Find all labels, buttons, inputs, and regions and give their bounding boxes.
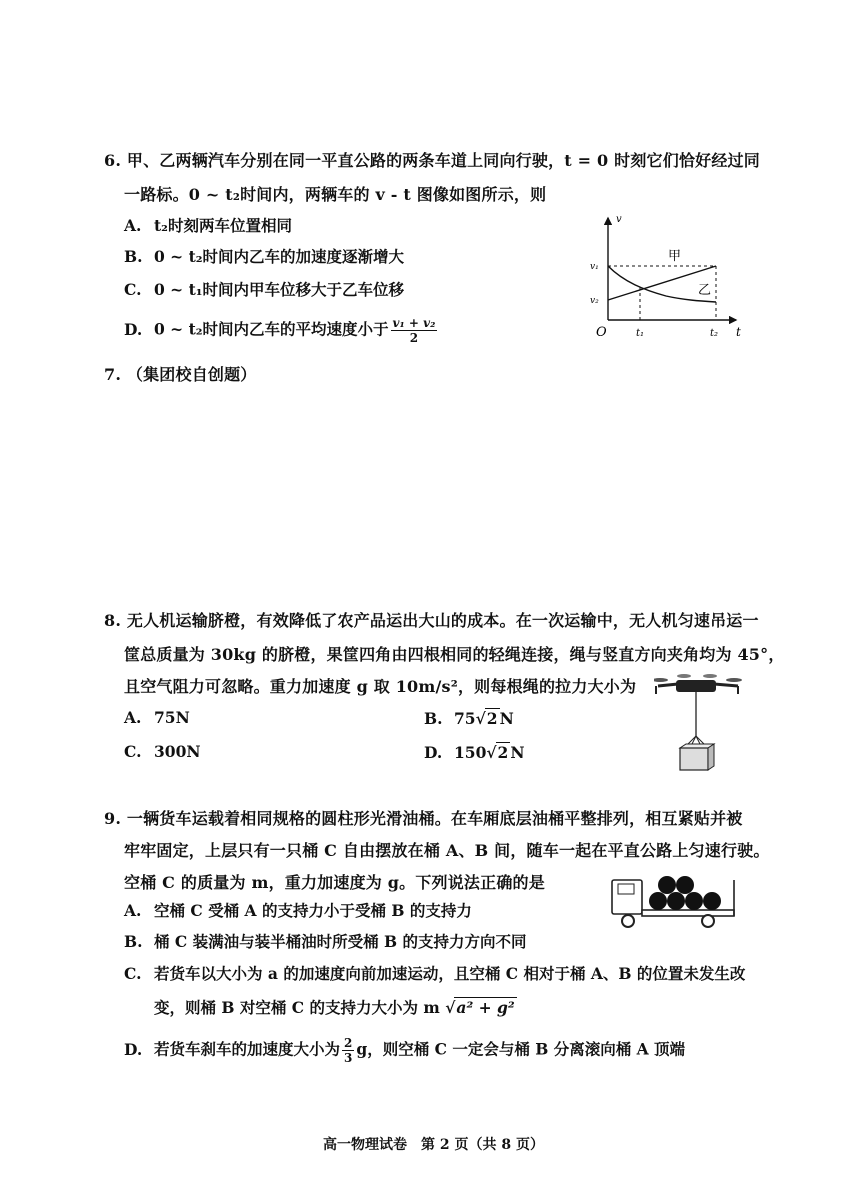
vt-graph xyxy=(588,212,748,342)
v1-label: v₁ xyxy=(590,262,599,272)
q9-stem-line2: 牢牢固定，上层只有一只桶 C 自由摆放在桶 A、B 间，随车一起在平直公路上匀速行驶。 xyxy=(124,841,770,860)
q8-option-b: B. 75√2 N xyxy=(424,709,514,728)
q6-option-a: A. t₂时刻两车位置相同 xyxy=(124,216,292,235)
v-axis-label: v xyxy=(616,214,622,225)
q6-option-d: D. 0 ~ t₂时间内乙车的平均速度小于 $\frac{\text{v₁ + v₂}}{2}$ xyxy=(124,316,436,345)
q9-line1 xyxy=(104,806,743,829)
q8-stem-line2: 筐总质量为 30kg 的脐橙，果筐四角由四根相同的轻绳连接，绳与竖直方向夹角均为 45°， xyxy=(124,645,785,664)
q6-stem-line2: 一路标。0 ~ t₂时间内，两辆车的 v - t 图像如图所示，则 xyxy=(124,185,547,204)
q9-option-a: A. 空桶 C 受桶 A 的支持力小于受桶 B 的支持力 xyxy=(124,901,472,920)
basket xyxy=(680,748,708,770)
barrel-a xyxy=(667,892,685,910)
v2-label: v₂ xyxy=(590,296,599,306)
fraction: $\frac{\text{v₁ + v₂}}{2}$ xyxy=(392,316,436,345)
q8-line1 xyxy=(104,608,759,631)
drone-body xyxy=(676,680,716,692)
barrel xyxy=(703,892,721,910)
propeller-right xyxy=(726,678,742,682)
q9-stem-line1: 一辆货车运载着相同规格的圆柱形光滑油桶。在车厢底层油桶平整排列，相互紧贴并被 xyxy=(126,809,743,828)
q8-option-d: D. 150√2 N xyxy=(424,743,525,762)
propeller-left xyxy=(654,678,668,682)
t1-label: t₁ xyxy=(636,328,645,339)
q9-option-d: D. 若货车刹车的加速度大小为 $\frac{2}{3}$ g，则空桶 C 一定会与桶 B 分离滚向桶 A 顶端 xyxy=(124,1036,686,1065)
barrel xyxy=(649,892,667,910)
wheel-rear xyxy=(702,915,714,927)
t2-label: t₂ xyxy=(710,328,719,339)
origin-label: O xyxy=(596,325,607,340)
wheel-front xyxy=(622,915,634,927)
q6-option-b: B. 0 ~ t₂时间内乙车的加速度逐渐增大 xyxy=(124,247,405,266)
q6-stem-line1: 甲、乙两辆汽车分别在同一平直公路的两条车道上同向行驶，t = 0 时刻它们恰好经过同 xyxy=(126,151,760,170)
q9-option-c-cont: 变，则桶 B 对空桶 C 的支持力大小为 m √a² + g² xyxy=(154,998,515,1017)
q9-number: 9. xyxy=(104,809,122,828)
q6-line1 xyxy=(104,148,760,171)
q8-stem-line1: 无人机运输脐橙，有效降低了农产品运出大山的成本。在一次运输中，无人机匀速吊运一 xyxy=(126,611,759,630)
q8-option-c: C. 300N xyxy=(124,742,201,761)
barrel-b xyxy=(685,892,703,910)
q9-option-c: C. 若货车以大小为 a 的加速度向前加速运动，且空桶 C 相对于桶 A、B 的位置未发生改 xyxy=(124,964,746,983)
q9-option-b: B. 桶 C 装满油与装半桶油时所受桶 B 的支持力方向不同 xyxy=(124,932,527,951)
fraction: $\frac{2}{3}$ xyxy=(344,1036,353,1065)
barrel xyxy=(658,876,676,894)
q8-number: 8. xyxy=(104,611,122,630)
page-footer: 高一物理试卷 第 2 页（共 8 页） xyxy=(323,1137,544,1153)
q6-option-c: C. 0 ~ t₁时间内甲车位移大于乙车位移 xyxy=(124,280,405,299)
q7-title: （集团校自创题） xyxy=(126,365,257,384)
q7-number: 7. xyxy=(104,365,122,384)
jia-label: 甲 xyxy=(668,249,682,264)
q9-stem-line3: 空桶 C 的质量为 m，重力加速度为 g。下列说法正确的是 xyxy=(124,873,545,892)
q8-stem-line3: 且空气阻力可忽略。重力加速度 g 取 10m/s²，则每根绳的拉力大小为 xyxy=(124,677,637,696)
barrel-c xyxy=(676,876,694,894)
q7-line xyxy=(104,362,257,385)
yi-label: 乙 xyxy=(698,283,712,298)
truck-bed xyxy=(642,910,734,916)
t-axis-label: t xyxy=(736,325,741,339)
truck-figure xyxy=(610,866,740,930)
q6-number: 6. xyxy=(104,151,122,170)
q8-option-a: A. 75N xyxy=(124,708,190,727)
drone-basket-figure xyxy=(654,670,742,776)
